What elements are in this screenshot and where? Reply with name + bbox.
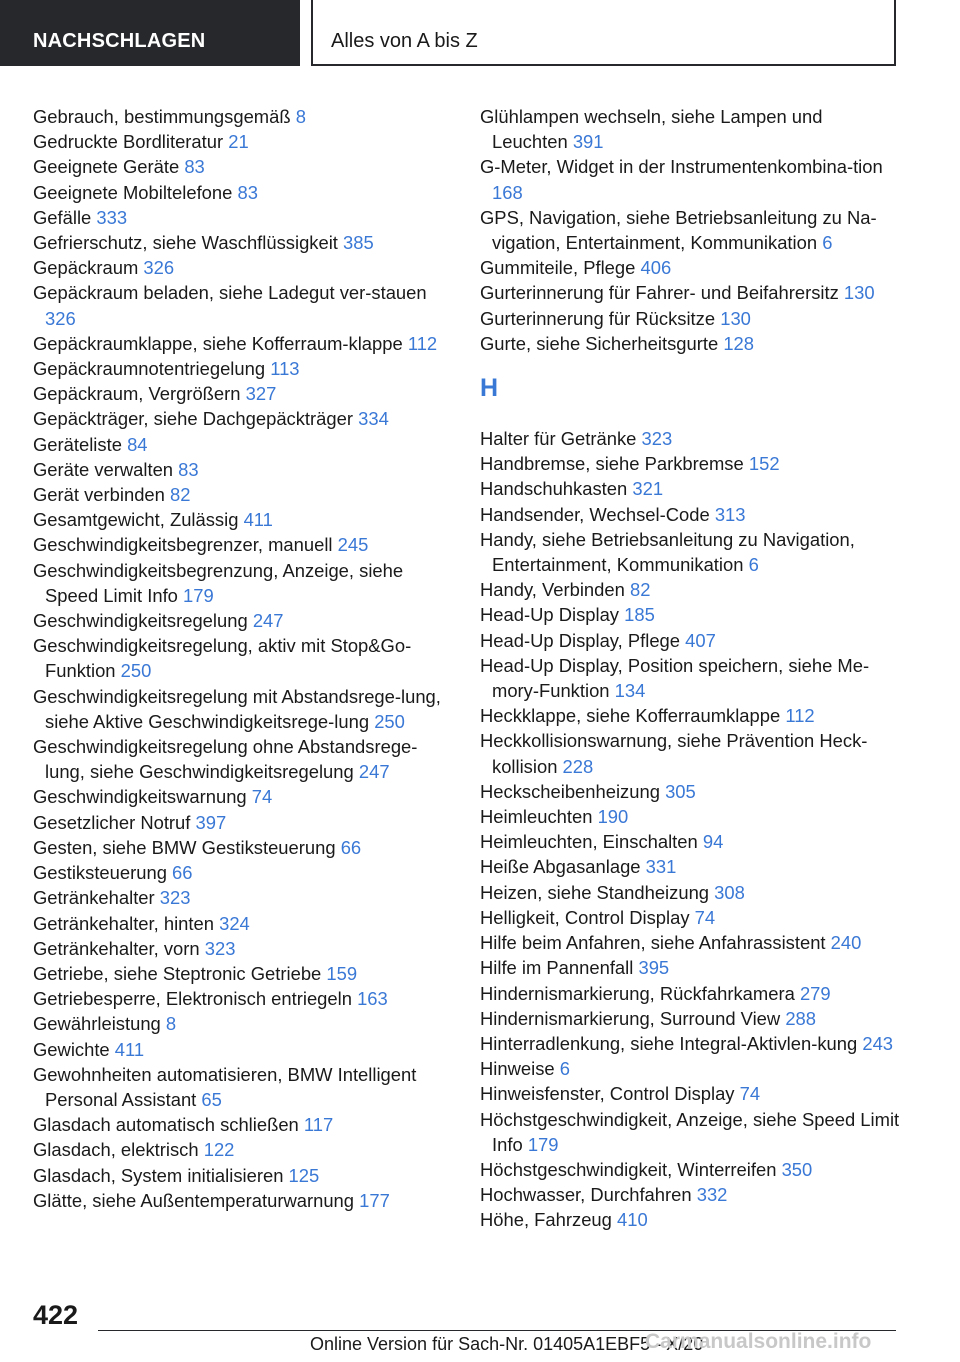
index-entry-text: Handbremse, siehe Parkbremse xyxy=(480,453,744,475)
index-entry xyxy=(33,608,445,633)
index-entry-text: Glasdach, System initialisieren xyxy=(33,1164,284,1186)
index-entry-text: Gepäckträger, siehe Dachgepäckträger xyxy=(33,408,353,430)
index-group-h xyxy=(480,426,900,1233)
index-entry xyxy=(33,230,445,255)
page-reference-link[interactable]: 323 xyxy=(641,428,673,450)
index-entry-text: Hilfe im Pannenfall xyxy=(480,957,634,979)
index-entry-text: Gesetzlicher Notruf xyxy=(33,811,191,833)
index-entry xyxy=(480,653,900,703)
page-reference-link[interactable]: 8 xyxy=(165,1013,177,1035)
index-entry xyxy=(33,810,445,835)
index-entry-text: Gepäckraumklappe, siehe Kofferraum-klappe xyxy=(33,332,403,354)
index-entry-text: Gummiteile, Pflege xyxy=(480,257,636,279)
index-entry-text: Halter für Getränke xyxy=(480,428,637,450)
index-entry-text: Gefälle xyxy=(33,206,92,228)
index-entry xyxy=(33,406,445,431)
index-entry xyxy=(33,1112,445,1137)
page-reference-link[interactable]: 331 xyxy=(645,856,677,878)
page-reference-link[interactable]: 327 xyxy=(245,383,277,405)
page-reference-link[interactable]: 112 xyxy=(785,705,815,727)
page-reference-link[interactable]: 391 xyxy=(572,131,604,153)
page-reference-link[interactable]: 84 xyxy=(127,433,148,455)
page-reference-link[interactable]: 385 xyxy=(343,232,374,254)
index-entry-text: Heimleuchten xyxy=(480,806,593,828)
index-entry xyxy=(33,911,445,936)
index-entry xyxy=(480,779,900,804)
page-reference-link[interactable]: 288 xyxy=(785,1007,816,1029)
section-letter-heading: H xyxy=(480,374,499,403)
page-reference-link[interactable]: 406 xyxy=(640,257,672,279)
index-entry-text: Heimleuchten, Einschalten xyxy=(480,831,698,853)
page-reference-link[interactable]: 250 xyxy=(374,710,405,732)
index-entry-text: Gepäckraum, Vergrößern xyxy=(33,383,241,405)
index-entry-text: Glasdach, elektrisch xyxy=(33,1139,199,1161)
page-reference-link[interactable]: 122 xyxy=(203,1139,235,1161)
page-reference-link[interactable]: 397 xyxy=(195,811,227,833)
index-entry-text: Gepäckraum beladen, siehe Ladegut ver-stauen xyxy=(33,282,427,304)
index-entry-text: Hinweise xyxy=(480,1058,555,1080)
page-reference-link[interactable]: 66 xyxy=(340,836,362,858)
page-reference-link[interactable]: 326 xyxy=(143,257,175,279)
index-entry-text: Hinweisfenster, Control Display xyxy=(480,1083,735,1105)
index-entry-text: Höhe, Fahrzeug xyxy=(480,1209,612,1231)
index-entry xyxy=(480,280,900,305)
index-entry-text: Geräteliste xyxy=(33,433,122,455)
page-reference-link[interactable]: 83 xyxy=(178,458,199,480)
index-entry xyxy=(33,381,445,406)
index-entry-text: Glühlampen wechseln, siehe Lampen und Leuchten xyxy=(480,106,823,153)
index-entry-text: Gerät verbinden xyxy=(33,484,165,506)
page-reference-link[interactable]: 74 xyxy=(694,906,716,928)
page-reference-link[interactable]: 82 xyxy=(170,484,191,506)
index-entry xyxy=(480,1182,900,1207)
index-entry-text: Hinterradlenkung, siehe Integral-Aktivlen-kung xyxy=(480,1032,858,1054)
index-entry-text: Gurterinnerung für Fahrer- und Beifahrersitz xyxy=(480,282,839,304)
index-entry-text: Heckscheibenheizung xyxy=(480,780,660,802)
index-entry-text: Heizen, siehe Standheizung xyxy=(480,881,710,903)
section-spacer xyxy=(480,418,900,426)
index-group-g xyxy=(480,104,900,356)
page-reference-link[interactable]: 305 xyxy=(665,780,696,802)
page-reference-link[interactable]: 21 xyxy=(228,131,249,153)
index-entry xyxy=(480,728,900,778)
index-entry xyxy=(480,1056,900,1081)
page-reference-link[interactable]: 411 xyxy=(243,509,273,531)
index-entry-text: Geschwindigkeitsbegrenzung, Anzeige, siehe Speed Limit Info xyxy=(33,559,404,606)
page-reference-link[interactable]: 134 xyxy=(614,680,646,702)
section-label: NACHSCHLAGEN xyxy=(33,30,206,52)
index-entry xyxy=(480,577,900,602)
index-entry-text: Gewichte xyxy=(33,1038,110,1060)
page-reference-link[interactable]: 247 xyxy=(358,761,390,783)
index-entry xyxy=(33,532,445,557)
index-entry-text: Geschwindigkeitsregelung, aktiv mit Stop&Go-Funktion xyxy=(33,635,412,682)
page-reference-link[interactable]: 323 xyxy=(159,887,191,909)
index-entry-text: Gepäckraum xyxy=(33,257,139,279)
index-entry-text: Gesamtgewicht, Zulässig xyxy=(33,509,239,531)
index-entry xyxy=(33,1137,445,1162)
page-reference-link[interactable]: 83 xyxy=(184,156,205,178)
index-entry xyxy=(480,502,900,527)
index-entry xyxy=(33,1188,445,1213)
index-entry xyxy=(480,1081,900,1106)
index-entry-text: Head-Up Display, Pflege xyxy=(480,629,681,651)
index-entry-text: Gepäckraumnotentriegelung xyxy=(33,358,266,380)
index-entry xyxy=(33,1011,445,1036)
page-reference-link[interactable]: 243 xyxy=(862,1032,894,1054)
index-entry xyxy=(480,829,900,854)
index-entry xyxy=(33,734,445,784)
index-entry-text: Heckklappe, siehe Kofferraumklappe xyxy=(480,705,781,727)
index-entry xyxy=(480,804,900,829)
page-reference-link[interactable]: 247 xyxy=(252,610,284,632)
page-reference-link[interactable]: 179 xyxy=(183,584,214,606)
page-reference-link[interactable]: 177 xyxy=(359,1189,390,1211)
page-reference-link[interactable]: 334 xyxy=(358,408,389,430)
index-entry xyxy=(480,1207,900,1232)
index-entry-text: Höchstgeschwindigkeit, Anzeige, siehe Speed Limit Info xyxy=(480,1108,900,1155)
index-entry-text: Geschwindigkeitsbegrenzer, manuell xyxy=(33,534,333,556)
index-entry-text: Getriebesperre, Elektronisch entriegeln xyxy=(33,988,352,1010)
index-entry xyxy=(480,1006,900,1031)
index-entry xyxy=(33,860,445,885)
index-entry-text: Handsender, Wechsel-Code xyxy=(480,503,710,525)
index-entry xyxy=(480,930,900,955)
page-reference-link[interactable]: 163 xyxy=(357,988,388,1010)
index-entry-text: Gestiksteuerung xyxy=(33,862,167,884)
chapter-title: Alles von A bis Z xyxy=(331,30,478,52)
page-reference-link[interactable]: 321 xyxy=(632,478,664,500)
index-entry xyxy=(33,684,445,734)
index-entry xyxy=(33,885,445,910)
page-reference-link[interactable]: 130 xyxy=(720,307,751,329)
index-entry xyxy=(33,180,445,205)
index-entry-text: Hochwasser, Durchfahren xyxy=(480,1184,692,1206)
index-entry-text: Getränkehalter, hinten xyxy=(33,912,214,934)
index-entry xyxy=(33,1037,445,1062)
page-reference-link[interactable]: 168 xyxy=(492,181,523,203)
page-reference-link[interactable]: 395 xyxy=(638,957,670,979)
page-reference-link[interactable]: 333 xyxy=(96,206,128,228)
index-entry-text: Gesten, siehe BMW Gestiksteuerung xyxy=(33,836,336,858)
index-entry xyxy=(33,482,445,507)
index-column-right xyxy=(480,104,900,1233)
index-entry-text: Head-Up Display xyxy=(480,604,620,626)
index-entry xyxy=(480,703,900,728)
index-entry-text: Handy, Verbinden xyxy=(480,579,625,601)
watermark-logo: Carmanualsonline.info xyxy=(645,1330,872,1353)
index-entry-text: Glätte, siehe Außentemperaturwarnung xyxy=(33,1189,355,1211)
index-entry xyxy=(33,432,445,457)
index-entry xyxy=(480,476,900,501)
index-entry-text: GPS, Navigation, siehe Betriebsanleitung zu Na-vigation, Entertainment, Kommunikation xyxy=(480,206,877,254)
index-entry xyxy=(33,1163,445,1188)
index-entry xyxy=(33,835,445,860)
index-entry-text: Heiße Abgasanlage xyxy=(480,856,641,878)
page-header xyxy=(0,0,960,66)
index-entry xyxy=(480,527,900,577)
page-number: 422 xyxy=(33,1300,79,1330)
index-column-left xyxy=(33,104,445,1213)
index-entry-text: Geeignete Mobiltelefone xyxy=(33,181,233,203)
index-entry-text: Geschwindigkeitswarnung xyxy=(33,786,247,808)
index-entry-text: Glasdach automatisch schließen xyxy=(33,1114,299,1136)
page-reference-link[interactable]: 152 xyxy=(748,453,780,475)
index-entry-text: Gurterinnerung für Rücksitze xyxy=(480,307,716,329)
index-entry xyxy=(33,633,445,683)
index-entry-text: Heckkollisionswarnung, siehe Prävention Heck-kollision xyxy=(480,730,868,777)
index-entry xyxy=(33,1062,445,1112)
index-entry xyxy=(480,451,900,476)
index-entry xyxy=(480,331,900,356)
page-reference-link[interactable]: 324 xyxy=(219,912,250,934)
index-entry xyxy=(480,306,900,331)
index-entry-text: Gefrierschutz, siehe Waschflüssigkeit xyxy=(33,232,338,254)
index-entry xyxy=(480,104,900,154)
index-entry-text: Geräte verwalten xyxy=(33,458,174,480)
page-reference-link[interactable]: 94 xyxy=(702,831,724,853)
index-entry-text: Gewährleistung xyxy=(33,1013,161,1035)
page-reference-link[interactable]: 82 xyxy=(629,579,651,601)
index-entry-text: Getriebe, siehe Steptronic Getriebe xyxy=(33,962,322,984)
page-reference-link[interactable]: 128 xyxy=(723,332,754,354)
index-entry xyxy=(480,255,900,280)
page-reference-link[interactable]: 411 xyxy=(114,1038,145,1060)
page-reference-link[interactable]: 323 xyxy=(204,937,236,959)
index-entry-text: Gebrauch, bestimmungsgemäß xyxy=(33,106,291,127)
page-reference-link[interactable]: 112 xyxy=(407,332,438,354)
page-reference-link[interactable]: 117 xyxy=(303,1114,334,1136)
index-entry xyxy=(33,205,445,230)
index-entry xyxy=(33,154,445,179)
index-entry-text: Gurte, siehe Sicherheitsgurte xyxy=(480,332,719,354)
page-reference-link[interactable]: 65 xyxy=(201,1088,222,1110)
index-entry xyxy=(33,784,445,809)
page-reference-link[interactable]: 74 xyxy=(739,1083,761,1105)
index-entry-text: Hilfe beim Anfahren, siehe Anfahrassistent xyxy=(480,932,826,954)
page-reference-link[interactable]: 332 xyxy=(696,1184,728,1206)
page-reference-link[interactable]: 250 xyxy=(120,660,152,682)
index-entry-text: Getränkehalter, vorn xyxy=(33,937,200,959)
index-entry xyxy=(33,558,445,608)
index-entry xyxy=(480,602,900,627)
index-entry-text: Geeignete Geräte xyxy=(33,156,180,178)
page-reference-link[interactable]: 326 xyxy=(45,307,76,329)
index-entry xyxy=(33,356,445,381)
index-entry-text: Geschwindigkeitsregelung xyxy=(33,610,248,632)
page-reference-link[interactable]: 130 xyxy=(843,282,875,304)
index-entry xyxy=(33,936,445,961)
index-entry xyxy=(480,426,900,451)
index-entry xyxy=(480,628,900,653)
index-entry xyxy=(33,129,445,154)
index-entry xyxy=(33,507,445,532)
page-reference-link[interactable]: 279 xyxy=(799,982,831,1004)
index-entry xyxy=(480,154,900,204)
section-tab xyxy=(0,0,300,66)
index-entry-text: Helligkeit, Control Display xyxy=(480,906,690,928)
index-entry xyxy=(480,1031,900,1056)
index-entry xyxy=(480,905,900,930)
index-entry-text: Handschuhkasten xyxy=(480,478,628,500)
page-reference-link[interactable]: 313 xyxy=(714,503,746,525)
page-reference-link[interactable]: 6 xyxy=(559,1058,570,1080)
page-reference-link[interactable]: 159 xyxy=(326,962,358,984)
index-entry-text: Gewohnheiten automatisieren, BMW Intelligent Personal Assistant xyxy=(33,1063,417,1110)
index-entry-text: Geschwindigkeitsregelung ohne Abstandsrege-lung, siehe Geschwindigkeitsregelung xyxy=(33,736,418,783)
page-reference-link[interactable]: 8 xyxy=(295,106,306,127)
index-entry xyxy=(480,981,900,1006)
index-entry-text: Getränkehalter xyxy=(33,887,155,909)
index-entry xyxy=(480,854,900,879)
index-entry xyxy=(480,1157,900,1182)
index-entry-text: Hindernismarkierung, Rückfahrkamera xyxy=(480,982,795,1004)
page-reference-link[interactable]: 6 xyxy=(748,554,759,576)
page-reference-link[interactable]: 407 xyxy=(685,629,716,651)
page-reference-link[interactable]: 410 xyxy=(617,1209,648,1231)
page-reference-link[interactable]: 6 xyxy=(822,232,833,254)
page-reference-link[interactable]: 350 xyxy=(781,1158,813,1180)
index-entry-text: G-Meter, Widget in der Instrumentenkombina-tion xyxy=(480,156,883,178)
page-reference-link[interactable]: 240 xyxy=(830,932,862,954)
chapter-title-box xyxy=(311,0,896,66)
index-entry xyxy=(33,331,445,356)
page-reference-link[interactable]: 66 xyxy=(172,862,193,884)
page-reference-link[interactable]: 113 xyxy=(270,358,300,380)
index-entry xyxy=(33,457,445,482)
page-reference-link[interactable]: 228 xyxy=(562,755,594,777)
page-reference-link[interactable]: 125 xyxy=(288,1164,320,1186)
index-entry xyxy=(33,986,445,1011)
index-entry-text: Höchstgeschwindigkeit, Winterreifen xyxy=(480,1158,777,1180)
index-entry xyxy=(33,961,445,986)
page-reference-link[interactable]: 190 xyxy=(597,806,629,828)
index-entry-text: Hindernismarkierung, Surround View xyxy=(480,1007,781,1029)
page-reference-link[interactable]: 308 xyxy=(714,881,745,903)
index-entry-text: Gedruckte Bordliteratur xyxy=(33,131,224,153)
index-entry xyxy=(480,880,900,905)
index-entry xyxy=(33,104,445,129)
index-entry-text: Handy, siehe Betriebsanleitung zu Navigation, Entertainment, Kommunikation xyxy=(480,528,855,576)
page-reference-link[interactable]: 185 xyxy=(624,604,655,626)
index-entry xyxy=(480,205,900,255)
page-reference-link[interactable]: 83 xyxy=(237,181,258,203)
index-entry xyxy=(33,255,445,280)
index-entry xyxy=(33,280,445,330)
index-entry-text: Head-Up Display, Position speichern, siehe Me-mory-Funktion xyxy=(480,654,870,702)
page-reference-link[interactable]: 74 xyxy=(251,786,273,808)
page-reference-link[interactable]: 245 xyxy=(337,534,369,556)
footer-version-text: Online Version für Sach-Nr. 01405A1EBF5 - X/20 xyxy=(310,1334,704,1354)
index-entry xyxy=(480,1107,900,1157)
index-entry xyxy=(480,955,900,980)
page-reference-link[interactable]: 179 xyxy=(527,1133,559,1155)
index-entry-text: Geschwindigkeitsregelung mit Abstandsrege-lung, siehe Aktive Geschwindigkeitsrege-lung xyxy=(33,685,441,732)
